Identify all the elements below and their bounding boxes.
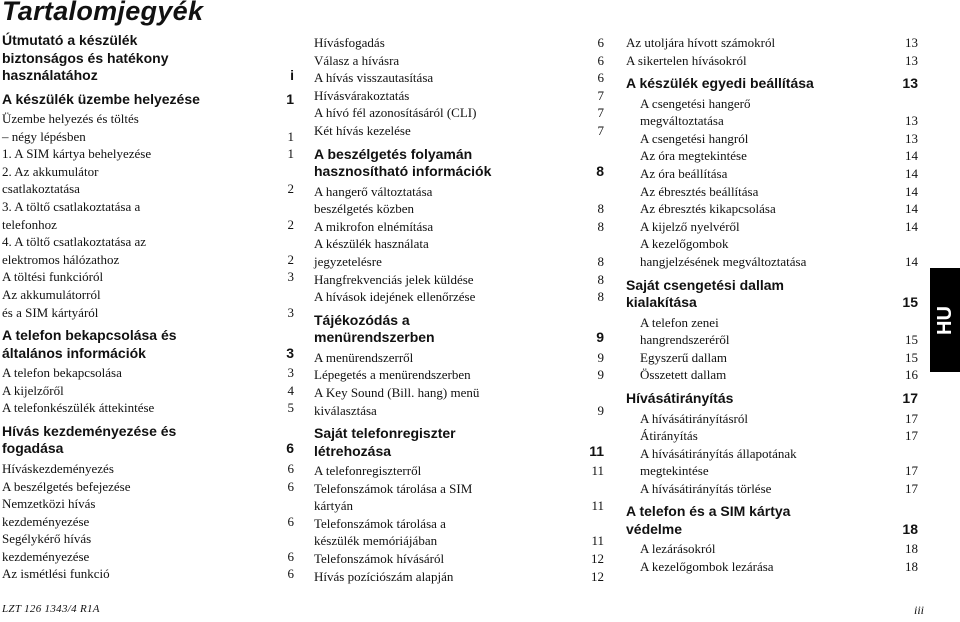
toc-entry [314, 122, 604, 140]
entry-title: Telefonszámok tárolása a készülék memóriájában [314, 515, 446, 549]
entry-title: A menürendszerről [314, 349, 414, 365]
page-ref: 17 [902, 390, 918, 406]
toc-entry [314, 52, 604, 70]
page-ref: 14 [905, 218, 918, 234]
entry-title: Válasz a hívásra [314, 52, 400, 68]
entry-title: A hívó fél azonosításáról (CLI) [314, 105, 477, 121]
toc-entry [626, 130, 918, 148]
toc-entry [314, 515, 604, 550]
page-ref: 6 [287, 566, 294, 582]
page-ref: 6 [287, 460, 294, 476]
toc-section [314, 312, 604, 347]
page-ref: 13 [905, 52, 918, 68]
toc-entry [314, 104, 604, 122]
page-ref: 14 [905, 148, 918, 164]
page-title: Tartalomjegyék [2, 0, 204, 26]
entry-title: A telefonkészülék áttekintése [2, 400, 155, 416]
toc-entry [314, 183, 604, 218]
toc-entry [314, 349, 604, 367]
toc-entry [2, 110, 294, 145]
entry-title: A telefon bekapcsolása [2, 365, 122, 381]
page-ref: 1 [287, 146, 294, 162]
entry-title: Telefonszámok hívásáról [314, 551, 445, 567]
toc-entry [314, 218, 604, 236]
page-ref: 8 [596, 163, 604, 180]
toc-entry [626, 366, 918, 384]
toc-entry [314, 235, 604, 270]
page-ref: 7 [597, 87, 604, 103]
entry-title: Híváskezdeményezés [2, 460, 114, 476]
toc-entry [626, 95, 918, 130]
toc-entry [2, 163, 294, 198]
page-ref: 14 [905, 201, 918, 217]
toc-entry [2, 364, 294, 382]
entry-title: A beszélgetés befejezése [2, 478, 131, 494]
page-ref: 3 [287, 269, 294, 285]
page-ref: 9 [597, 402, 604, 418]
page-ref: 11 [591, 533, 604, 549]
page-ref: 8 [597, 289, 604, 305]
toc-entry [2, 399, 294, 417]
page-ref: 13 [905, 113, 918, 129]
page-ref: 1 [287, 128, 294, 144]
toc-entry [626, 183, 918, 201]
entry-title: Átirányítás [640, 428, 698, 444]
entry-title: Hívásfogadás [314, 35, 385, 50]
toc-column-2 [314, 0, 604, 585]
entry-title: A töltési funkcióról [2, 269, 104, 285]
entry-title: A hívások idejének ellenőrzése [314, 289, 476, 305]
page-ref: 15 [902, 294, 918, 311]
entry-title: A hangerő változtatása beszélgetés közben [314, 183, 433, 217]
toc-entry [626, 218, 918, 236]
entry-title: 3. A töltő csatlakoztatása a telefonhoz [2, 198, 141, 232]
toc-entry [314, 34, 604, 52]
entry-title: A lezárásokról [640, 541, 716, 557]
entry-title: A telefon zenei hangrendszeréről [640, 314, 730, 348]
section-title: Tájékozódás a menürendszerben [314, 311, 435, 346]
page-ref: 14 [905, 254, 918, 270]
entry-title: 1. A SIM kártya behelyezése [2, 146, 152, 162]
page-ref: 7 [597, 122, 604, 138]
page-ref: 16 [905, 367, 918, 383]
toc-column-1 [2, 0, 294, 583]
toc-section [314, 425, 604, 460]
toc-entry [2, 233, 294, 268]
entry-title: A hívásátirányítás állapotának megtekintése [640, 445, 797, 479]
page-ref: 3 [287, 304, 294, 320]
entry-title: Üzembe helyezés és töltés – négy lépésben [2, 111, 139, 144]
page-ref: 15 [905, 349, 918, 365]
entry-title: Az ébresztés beállítása [640, 183, 759, 199]
toc-column-3 [626, 0, 918, 576]
toc-entry [314, 87, 604, 105]
page-ref: 9 [597, 349, 604, 365]
page-ref: 6 [597, 52, 604, 68]
page-number: iii [914, 603, 925, 617]
toc-entry [626, 558, 918, 576]
page-ref: 5 [287, 400, 294, 416]
section-title: A beszélgetés folyamán hasznosítható információk [314, 145, 492, 180]
toc-entry [314, 568, 604, 586]
page-ref: 6 [287, 513, 294, 529]
page-ref: 15 [905, 332, 918, 348]
section-title: Saját telefonregiszter létrehozása [314, 425, 456, 459]
section-title: Hívás kezdeményezése és fogadása [2, 422, 177, 457]
toc-entry [626, 427, 918, 445]
entry-title: Az akkumulátorról és a SIM kártyáról [2, 286, 101, 320]
document-code: LZT 126 1343/4 R1A [2, 603, 100, 615]
section-title: A telefon bekapcsolása és általános információk [2, 327, 177, 361]
page-ref: 8 [597, 253, 604, 269]
toc-entry [2, 382, 294, 400]
entry-title: A kezelőgombok hangjelzésének megváltoztatása [640, 236, 807, 270]
section-title: A készülék egyedi beállítása [626, 75, 814, 92]
page-ref: 4 [287, 382, 294, 398]
toc-entry [2, 145, 294, 163]
entry-title: Az ismétlési funkció [2, 566, 110, 582]
page-ref: 6 [287, 548, 294, 564]
toc-entry [626, 52, 918, 70]
entry-title: A csengetési hangról [640, 130, 749, 146]
language-tab-label: HU [933, 305, 956, 335]
page-ref: 2 [287, 216, 294, 232]
page-ref: 12 [591, 551, 604, 567]
toc-section [2, 423, 294, 458]
toc-entry [314, 462, 604, 480]
toc-entry [626, 410, 918, 428]
page-ref: 9 [596, 329, 604, 346]
entry-title: Segélykérő hívás kezdeményezése [2, 531, 92, 564]
toc-entry [2, 478, 294, 496]
toc-entry [2, 198, 294, 233]
page-ref: 8 [597, 218, 604, 234]
entry-title: A csengetési hangerő megváltoztatása [640, 95, 751, 129]
entry-title: Hangfrekvenciás jelek küldése [314, 271, 474, 287]
toc-entry [314, 69, 604, 87]
toc-entry [314, 366, 604, 384]
toc-entry [314, 550, 604, 568]
page-ref: 3 [287, 365, 294, 381]
page-ref: i [290, 67, 294, 83]
page-ref: 3 [286, 344, 294, 361]
entry-title: Két hívás kezelése [314, 122, 411, 138]
toc-section [626, 503, 918, 538]
entry-title: Az ébresztés kikapcsolása [640, 201, 776, 217]
toc-section [626, 390, 918, 408]
toc-entry [2, 495, 294, 530]
entry-title: A kijelző nyelvéről [640, 218, 740, 234]
page-ref: 17 [905, 428, 918, 444]
language-tab [930, 268, 960, 372]
toc-entry [626, 235, 918, 270]
page-ref: 17 [905, 410, 918, 426]
page-ref: 18 [905, 559, 918, 575]
entry-title: Hívás pozíciószám alapján [314, 568, 454, 584]
toc-section [2, 32, 294, 85]
entry-title: A készülék használata jegyzetelésre [314, 236, 429, 269]
page-ref: 8 [597, 271, 604, 287]
section-title: Hívásátirányítás [626, 390, 734, 406]
page-ref: 6 [597, 70, 604, 86]
page-ref: 13 [905, 130, 918, 146]
entry-title: A mikrofon elnémítása [314, 218, 434, 234]
toc-entry [2, 286, 294, 321]
page-ref: 11 [591, 463, 604, 479]
page-ref: 6 [597, 35, 604, 50]
entry-title: A hívás visszautasítása [314, 70, 434, 86]
page-ref: 14 [905, 166, 918, 182]
page-ref: 11 [591, 498, 604, 514]
entry-title: A Key Sound (Bill. hang) menü kiválasztása [314, 384, 480, 418]
section-title: A telefon és a SIM kártya védelme [626, 503, 791, 537]
toc-entry [626, 165, 918, 183]
section-title: A készülék üzembe helyezése [2, 90, 200, 107]
page-ref: 18 [905, 541, 918, 557]
toc-entry [2, 268, 294, 286]
toc-entry [2, 565, 294, 583]
entry-title: Az óra beállítása [640, 166, 728, 182]
page-ref: 18 [902, 520, 918, 537]
entry-title: Az óra megtekintése [640, 148, 747, 164]
entry-title: Összetett dallam [640, 367, 727, 383]
page-ref: 11 [589, 442, 604, 459]
page-ref: 6 [287, 478, 294, 494]
entry-title: 2. Az akkumulátor csatlakoztatása [2, 163, 99, 197]
entry-title: Hívásvárakoztatás [314, 87, 410, 103]
page-ref: 7 [597, 105, 604, 121]
toc-entry [626, 147, 918, 165]
entry-title: A hívásátirányítás törlése [640, 480, 772, 496]
entry-title: A kijelzőről [2, 382, 64, 398]
toc-entry [626, 445, 918, 480]
entry-title: Lépegetés a menürendszerben [314, 367, 471, 383]
toc-section [2, 327, 294, 362]
toc-entry [2, 530, 294, 565]
page-ref: 17 [905, 480, 918, 496]
toc-entry [314, 480, 604, 515]
entry-title: Nemzetközi hívás kezdeményezése [2, 496, 96, 529]
page-ref: 9 [597, 367, 604, 383]
entry-title: Egyszerű dallam [640, 349, 727, 365]
toc-entry [314, 384, 604, 419]
page-ref: 1 [286, 90, 294, 107]
page-ref: 6 [286, 440, 294, 457]
page-ref: 13 [902, 75, 918, 92]
page-ref: 13 [905, 35, 918, 50]
section-title: Saját csengetési dallam kialakítása [626, 276, 784, 311]
toc-section [2, 91, 294, 109]
toc-entry [626, 480, 918, 498]
toc-section [314, 146, 604, 181]
entry-title: A kezelőgombok lezárása [640, 559, 774, 575]
toc-entry [314, 271, 604, 289]
page-ref: 2 [287, 181, 294, 197]
toc-entry [626, 540, 918, 558]
toc-section [626, 277, 918, 312]
entry-title: A hívásátirányításról [640, 410, 748, 426]
toc-section [626, 75, 918, 93]
toc-entry [314, 288, 604, 306]
entry-title: Az utoljára hívott számokról [626, 35, 776, 50]
toc-entry [626, 34, 918, 52]
page-ref: 14 [905, 183, 918, 199]
entry-title: A sikertelen hívásokról [626, 52, 747, 68]
toc-entry [626, 349, 918, 367]
toc-entry [626, 314, 918, 349]
entry-title: A telefonregiszterről [314, 463, 422, 479]
toc-entry [626, 200, 918, 218]
page-ref: 12 [591, 568, 604, 584]
page-ref: 8 [597, 201, 604, 217]
section-title: Útmutató a készülék biztonságos és hatékony használatához [2, 32, 169, 83]
page-ref: 17 [905, 463, 918, 479]
page-ref: 2 [287, 251, 294, 267]
toc-entry [2, 460, 294, 478]
entry-title: Telefonszámok tárolása a SIM kártyán [314, 480, 473, 514]
entry-title: 4. A töltő csatlakoztatása az elektromos hálózathoz [2, 234, 147, 267]
